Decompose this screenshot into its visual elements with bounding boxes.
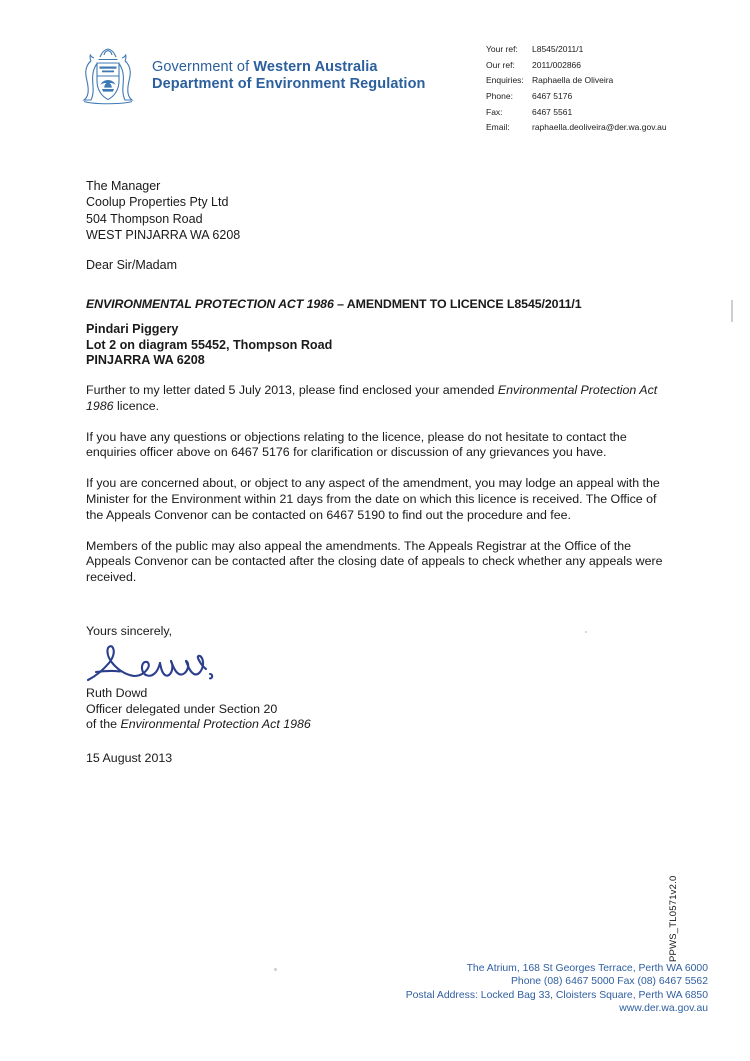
letter-body <box>86 383 672 601</box>
recipient-line-1: The Manager <box>86 179 161 193</box>
signer-title-line-2 <box>86 717 311 733</box>
signer-name: Ruth Dowd <box>86 686 148 700</box>
recipient-line-2: Coolup Properties Pty Ltd <box>86 195 229 210</box>
reference-label: Fax: <box>486 106 503 117</box>
body-paragraph-2: If you have any questions or objections relating to the licence, please do not hesitate to contact the enquiries officer above on 6467 5176 for clarification or discussion of any grievances you have. <box>86 429 627 460</box>
premises-block <box>86 322 332 369</box>
reference-row-your-ref <box>486 45 667 54</box>
footer-website-url: www.der.wa.gov.au <box>619 1003 708 1015</box>
reference-value: Raphaella de Oliveira <box>532 75 614 86</box>
reference-label: Our ref: <box>486 59 515 70</box>
department-name: Department of Environment Regulation <box>152 76 426 92</box>
government-prefix: Government of <box>152 58 254 75</box>
scan-speckle <box>585 631 587 633</box>
reference-label: Email: <box>486 122 510 133</box>
recipient-line-4: WEST PINJARRA WA 6208 <box>86 227 241 242</box>
scan-speckle <box>274 968 277 971</box>
reference-value: L8545/2011/1 <box>532 44 584 54</box>
letter-date: 15 August 2013 <box>86 751 173 765</box>
letterhead <box>78 45 425 107</box>
reference-value: 6467 5176 <box>532 91 573 102</box>
page-footer <box>406 962 708 1016</box>
letterhead-text <box>152 59 425 93</box>
premises-locality: PINJARRA WA 6208 <box>86 353 205 368</box>
signer-block <box>86 686 311 733</box>
reference-row-fax <box>486 108 667 117</box>
reference-label: Enquiries: <box>486 75 524 86</box>
premises-name: Pindari Piggery <box>86 322 179 336</box>
reference-label: Your ref: <box>486 44 518 54</box>
premises-lot: Lot 2 on diagram 55452, Thompson Road <box>86 337 333 352</box>
reference-value: 6467 5561 <box>532 106 573 117</box>
body-paragraph-3: If you are concerned about, or object to any aspect of the amendment, you may lodge an appeal with the Minister for the Environment within 21 days from the date on which this licence is received. The Office of the Appeals Convenor can be contacted on 6467 5190 to find out the procedure and fee. <box>86 476 660 522</box>
reference-value: 2011/002866 <box>532 59 582 70</box>
reference-row-phone <box>486 92 667 101</box>
para1-text-a: Further to my letter dated 5 July 2013, please find enclosed your amended <box>86 383 498 397</box>
recipient-line-3: 504 Thompson Road <box>86 211 203 226</box>
footer-phone-fax: Phone (08) 6467 5000 Fax (08) 6467 5562 <box>511 976 708 988</box>
closing-salutation: Yours sincerely, <box>86 624 173 638</box>
reference-row-our-ref <box>486 61 667 70</box>
reference-row-email <box>486 123 667 132</box>
government-emphasis: Western Australia <box>253 58 378 75</box>
footer-address: The Atrium, 168 St Georges Terrace, Perth WA 6000 <box>466 963 708 974</box>
signer-title-prefix: of the <box>86 717 121 732</box>
wa-state-crest-icon <box>78 45 138 107</box>
footer-postal-address: Postal Address: Locked Bag 33, Cloisters Square, Perth WA 6850 <box>405 989 708 1001</box>
subject-line <box>86 297 582 311</box>
signer-title-act-italic: Environmental Protection Act 1986 <box>120 717 311 732</box>
reference-block <box>486 45 667 139</box>
para1-act-italic: Environmental Protection Act 1986 <box>86 383 658 413</box>
body-paragraph-1 <box>86 383 672 414</box>
scan-speckle <box>731 300 733 322</box>
salutation: Dear Sir/Madam <box>86 258 177 272</box>
subject-act-italic: ENVIRONMENTAL PROTECTION ACT 1986 <box>86 297 334 311</box>
reference-label: Phone: <box>486 91 513 102</box>
reference-row-enquiries <box>486 76 667 85</box>
document-code: PPWS_TL0571v2.0 <box>668 875 679 962</box>
para1-text-b: licence. <box>113 398 160 413</box>
subject-amendment: – AMENDMENT TO LICENCE L8545/2011/1 <box>333 297 582 311</box>
reference-value: raphaella.deoliveira@der.wa.gov.au <box>532 122 667 133</box>
body-paragraph-4: Members of the public may also appeal the amendments. The Appeals Registrar at the Office of the Appeals Convenor can be contacted after the closing date of appeals to check whether any appeals were received. <box>86 538 663 584</box>
signer-title-line-1: Officer delegated under Section 20 <box>86 701 278 716</box>
recipient-address <box>86 178 240 243</box>
